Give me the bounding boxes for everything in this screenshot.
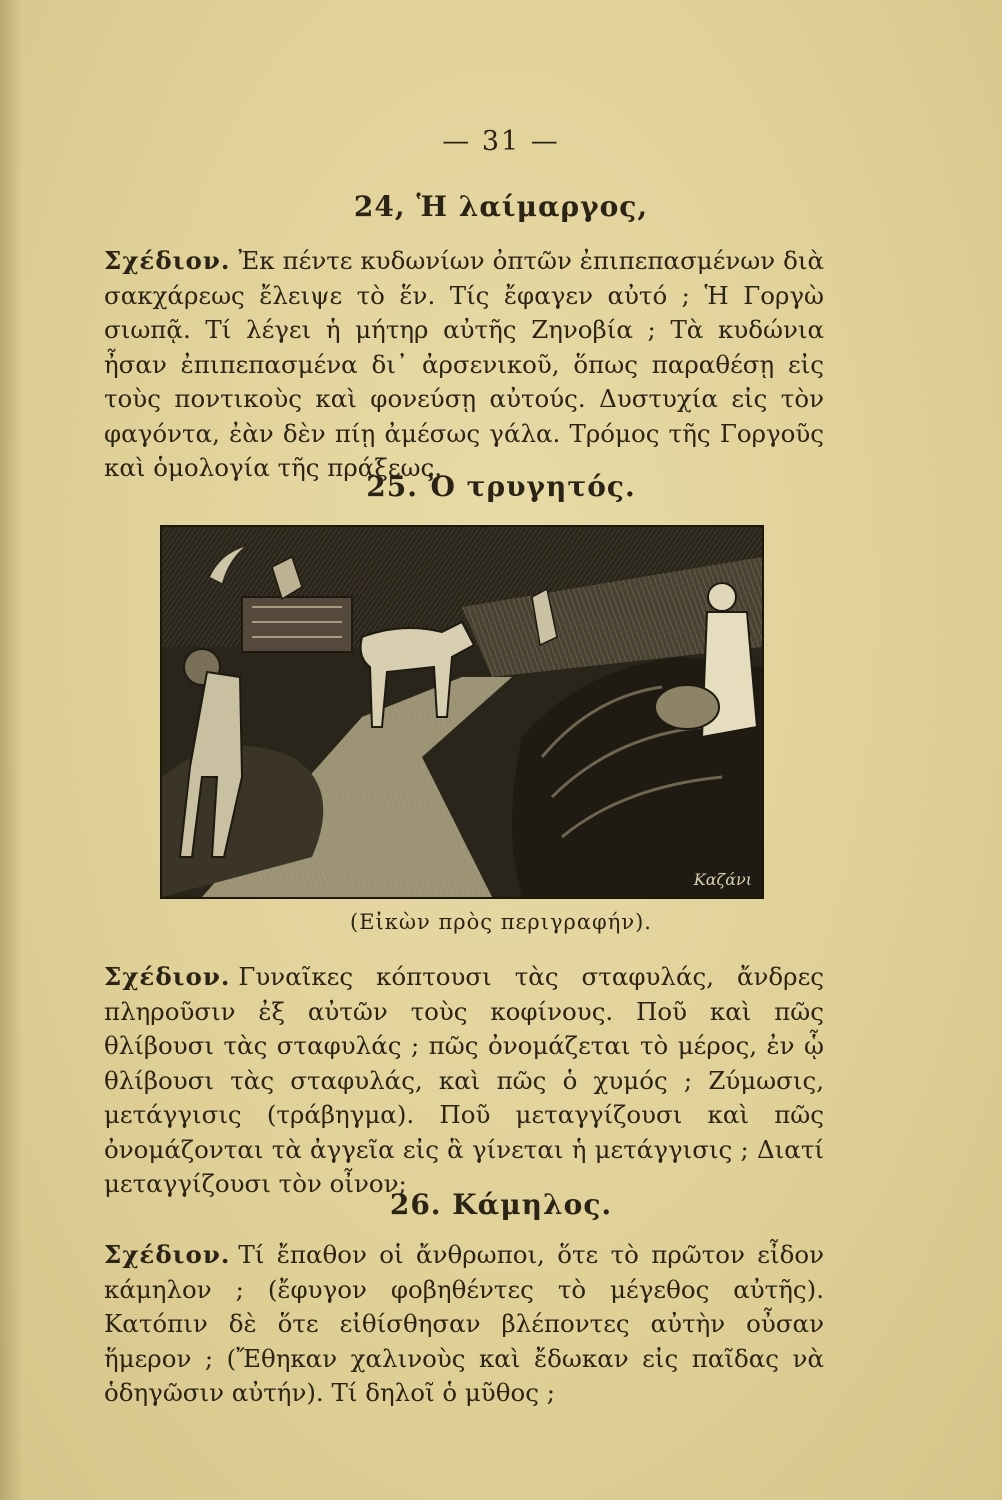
page-edge-shadow xyxy=(0,0,22,1500)
harvest-engraving-illustration xyxy=(162,527,762,897)
paragraph-text: Γυναῖκες κόπτουσι τὰς σταφυλάς, ἄνδρες πληροῦσιν ἐξ αὐτῶν τοὺς κοφίνους. Ποῦ καὶ πῶς θλίβουσι τὰς σταφυλάς ; πῶς ὀνομάζεται τὸ μέρος, ἐν ᾧ θλίβουσι τὰς σταφυλάς, καὶ πῶς ὁ χυμός ; Ζύμωσις, μετάγγισις (τράβηγμα). Ποῦ μεταγγίζουσι καὶ πῶς ὀνομάζονται τὰ ἀγγεῖα εἰς ἃ γίνεται ἡ μετάγγισις ; Διατί μεταγγίζουσι τὸν οἶνον; xyxy=(104,962,824,1198)
section-title-25: 25. Ὁ τρυγητός. xyxy=(366,470,636,503)
engraver-signature: Καζάνι xyxy=(693,870,752,889)
section-paragraph-26 xyxy=(104,1238,824,1411)
paragraph-lead: Σχέδιον. xyxy=(104,246,231,275)
wine-cart xyxy=(242,597,352,652)
paragraph-lead: Σχέδιον. xyxy=(104,1240,231,1269)
page-number: — 31 — xyxy=(442,126,560,157)
section-paragraph-25 xyxy=(104,960,824,1202)
section-title-24: 24, Ἡ λαίμαργος, xyxy=(353,190,649,223)
harvest-basket xyxy=(655,685,719,729)
harvest-engraving xyxy=(160,525,764,899)
section-paragraph-24 xyxy=(104,244,824,486)
section-title-26: 26. Κάμηλος. xyxy=(389,1188,613,1221)
paragraph-text: Τί ἔπαθον οἱ ἄνθρωποι, ὅτε τὸ πρῶτον εἶδον κάμηλον ; (ἔφυγον φοβηθέντες τὸ μέγεθος αὐτῆς). Κατόπιν δὲ ὅτε εἰθίσθησαν βλέποντες αὐτὴν οὖσαν ἥμερον ; (Ἔθηκαν χαλινοὺς καὶ ἔδωκαν εἰς παῖδας νὰ ὁδηγῶσιν αὐτήν). Τί δηλοῖ ὁ μῦθος ; xyxy=(104,1240,824,1407)
paragraph-lead: Σχέδιον. xyxy=(104,962,231,991)
paragraph-text: Ἐκ πέντε κυδωνίων ὀπτῶν ἐπιπεπασμένων διὰ σακχάρεως ἔλειψε τὸ ἕν. Τίς ἔφαγεν αὐτό ; Ἡ Γοργὼ σιωπᾷ. Τί λέγει ἡ μήτηρ αὐτῆς Ζηνοβία ; Τὰ κυδώνια ἦσαν ἐπιπεπασμένα δι᾽ ἀρσενικοῦ, ὅπως παραθέσῃ εἰς τοὺς ποντικοὺς καὶ φονεύσῃ αὐτούς. Δυστυχία εἰς τὸν φαγόντα, ἐὰν δὲν πίῃ ἀμέσως γάλα. Τρόμος τῆς Γοργοῦς καὶ ὁμολογία τῆς πράξεως. xyxy=(104,246,824,482)
figure-caption: (Εἰκὼν πρὸς περιγραφήν). xyxy=(350,910,652,934)
